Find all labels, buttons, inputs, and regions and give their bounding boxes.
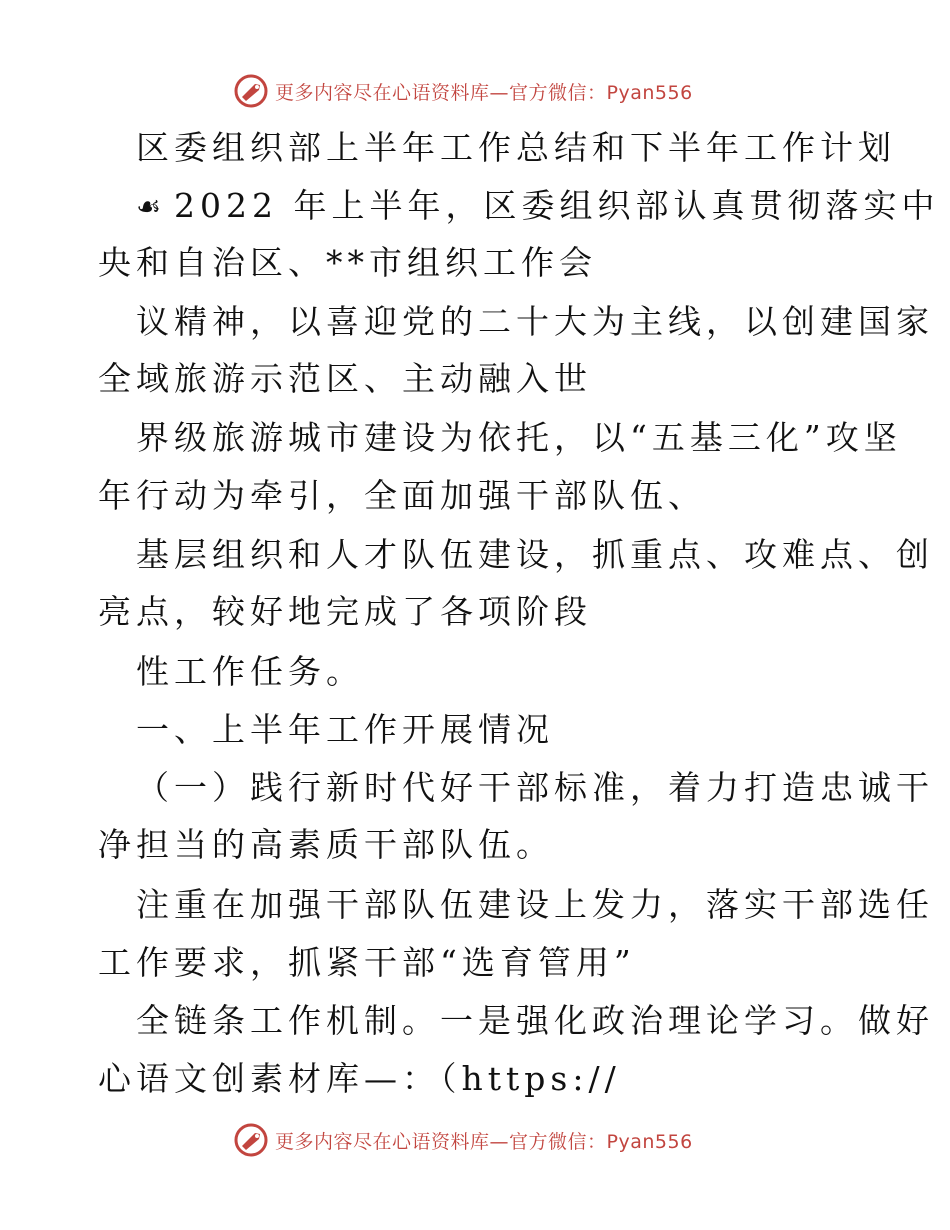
footer-banner	[233, 1120, 693, 1160]
logo-icon	[233, 1122, 269, 1158]
paragraph-line: 亮点，较好地完成了各项阶段	[98, 592, 592, 631]
section-heading: 一、上半年工作开展情况	[136, 710, 554, 749]
paragraph-line: 全域旅游示范区、主动融入世	[98, 359, 592, 398]
subsection-heading: （一）践行新时代好干部标准，着力打造忠诚干	[136, 768, 934, 807]
paragraph-line: 央和自治区、**市组织工作会	[98, 243, 597, 282]
document-title: 区委组织部上半年工作总结和下半年工作计划	[136, 128, 896, 167]
paragraph-line: 界级旅游城市建设为依托，以“五基三化”攻坚	[136, 418, 902, 457]
paragraph-line: 年行动为牵引，全面加强干部队伍、	[98, 476, 706, 515]
header-banner	[233, 71, 693, 111]
paragraph-line: 工作要求，抓紧干部“选育管用”	[98, 943, 636, 982]
paragraph-line: 议精神，以喜迎党的二十大为主线，以创建国家	[136, 302, 934, 341]
header-banner-text: 更多内容尽在心语资料库—官方微信：Pyan556	[275, 81, 693, 104]
paragraph-line: 全链条工作机制。一是强化政治理论学习。做好	[136, 1001, 934, 1040]
paragraph-line: 性工作任务。	[136, 652, 364, 691]
paragraph-line: 心语文创素材库—：（https://	[98, 1059, 621, 1098]
subsection-heading-cont: 净担当的高素质干部队伍。	[98, 825, 554, 864]
footer-banner-text: 更多内容尽在心语资料库—官方微信：Pyan556	[275, 1130, 693, 1153]
paragraph-line: 基层组织和人才队伍建设，抓重点、攻难点、创	[136, 535, 934, 574]
line-text: 2022 年上半年，区委组织部认真贯彻落实中	[174, 186, 940, 225]
paragraph-line: 注重在加强干部队伍建设上发力，落实干部选任	[136, 885, 934, 924]
paragraph-line	[136, 186, 939, 227]
fleuron-bullet-icon: ☙	[136, 190, 167, 223]
logo-icon	[233, 73, 269, 109]
